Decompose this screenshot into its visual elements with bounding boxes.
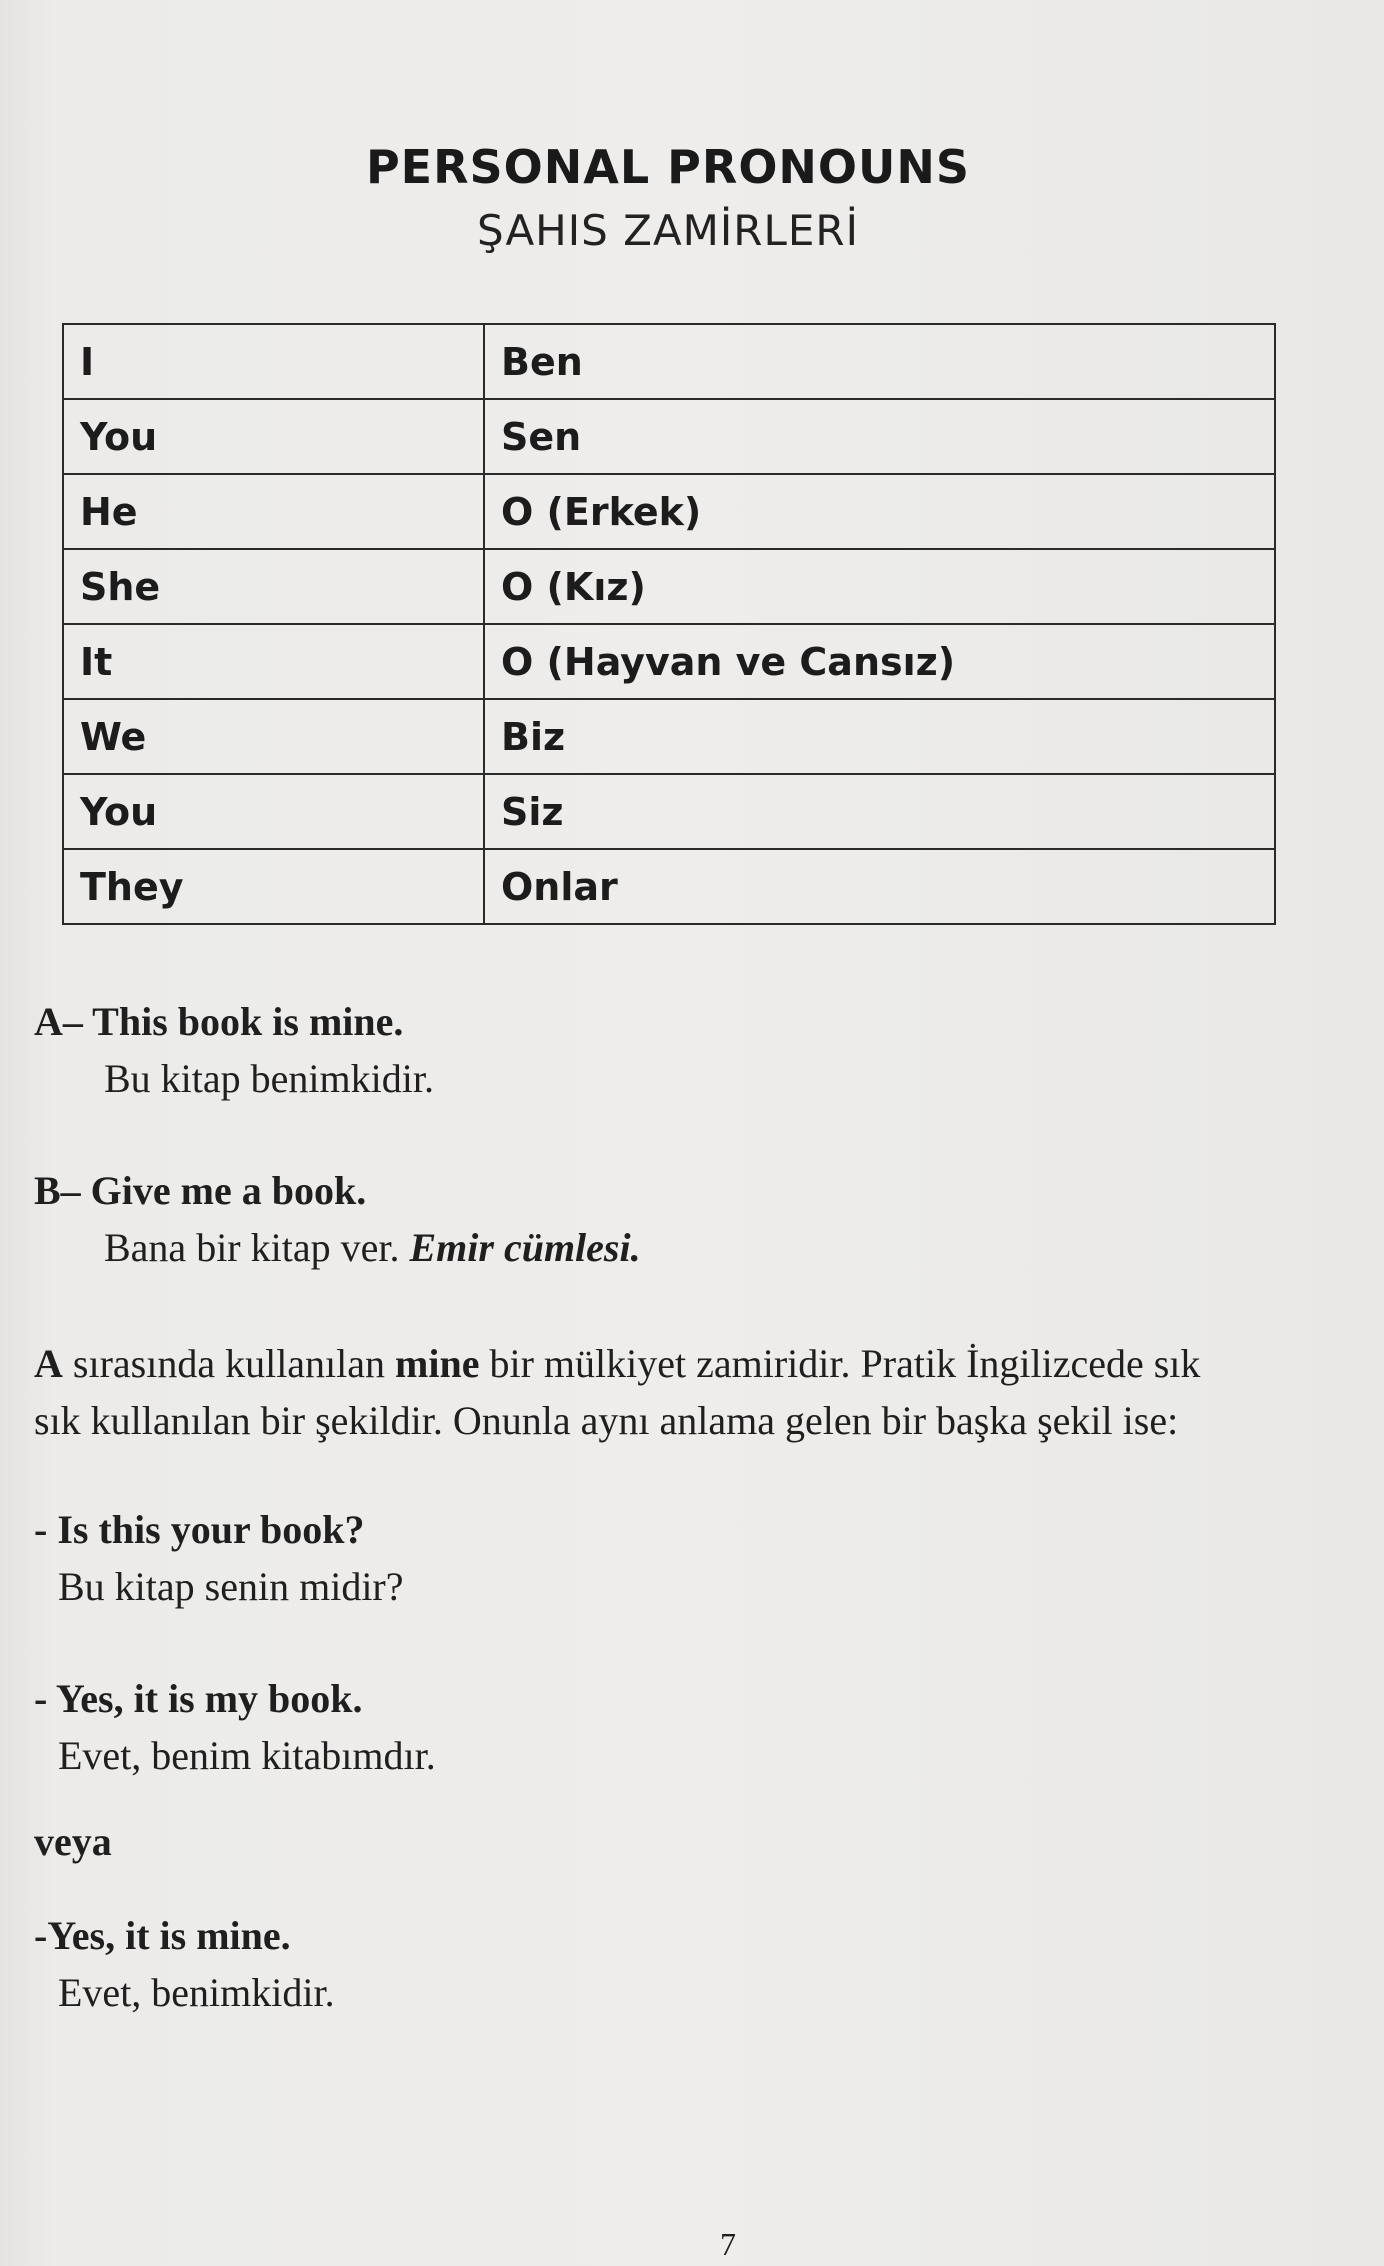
table-row [63,774,1275,849]
table-row [63,549,1275,624]
pronoun-en: You [63,399,484,474]
page-subtitle: ŞAHIS ZAMİRLERİ [477,206,859,255]
pronoun-table [62,323,1276,925]
example-b-note: Emir cümlesi. [409,1225,641,1270]
explanation-keyword: mine [395,1341,480,1386]
page-title: PERSONAL PRONOUNS [365,140,971,194]
table-row [63,399,1275,474]
dialogue-answer-2-translation: Evet, benimkidir. [58,1970,335,2015]
dialogue-or: veya [34,1819,112,1864]
table-row [63,624,1275,699]
dialogue-answer-1: - Yes, it is my book. [34,1676,363,1721]
dialogue-question-translation: Bu kitap senin midir? [58,1564,404,1609]
pronoun-en: I [63,324,484,399]
explanation-part2: bir mülkiyet zamiridir. Pratik İngilizcede sık [479,1341,1201,1386]
explanation-line-1 [34,1337,1200,1391]
pronoun-en: It [63,624,484,699]
table-row [63,324,1275,399]
dialogue-question: - Is this your book? [34,1507,365,1552]
pronoun-tr: Onlar [484,849,1275,924]
explanation-part1: sırasında kullanılan [62,1341,396,1386]
dialogue-answer-1-translation: Evet, benim kitabımdır. [58,1733,436,1778]
example-b-translation: Bana bir kitap ver. [104,1225,400,1270]
pronoun-en: She [63,549,484,624]
page-number: 7 [720,2226,736,2262]
pronoun-tr: Ben [484,324,1275,399]
pronoun-tr: Biz [484,699,1275,774]
table-row [63,474,1275,549]
explanation-letter: A [34,1341,63,1386]
table-row [63,699,1275,774]
pronoun-en: They [63,849,484,924]
pronoun-en: He [63,474,484,549]
pronoun-en: You [63,774,484,849]
pronoun-tr: O (Kız) [484,549,1275,624]
example-b-translation-line [104,1221,641,1275]
explanation-line-2: sık kullanılan bir şekildir. Onunla aynı anlama gelen bir başka şekil ise: [34,1398,1179,1443]
example-b-sentence: B– Give me a book. [34,1168,367,1213]
example-a-sentence: A– This book is mine. [34,999,404,1044]
pronoun-tr: Siz [484,774,1275,849]
table-row [63,849,1275,924]
pronoun-en: We [63,699,484,774]
example-a-translation: Bu kitap benimkidir. [104,1056,434,1101]
pronoun-tr: Sen [484,399,1275,474]
pronoun-tr: O (Erkek) [484,474,1275,549]
dialogue-answer-2: -Yes, it is mine. [34,1913,291,1958]
pronoun-tr: O (Hayvan ve Cansız) [484,624,1275,699]
